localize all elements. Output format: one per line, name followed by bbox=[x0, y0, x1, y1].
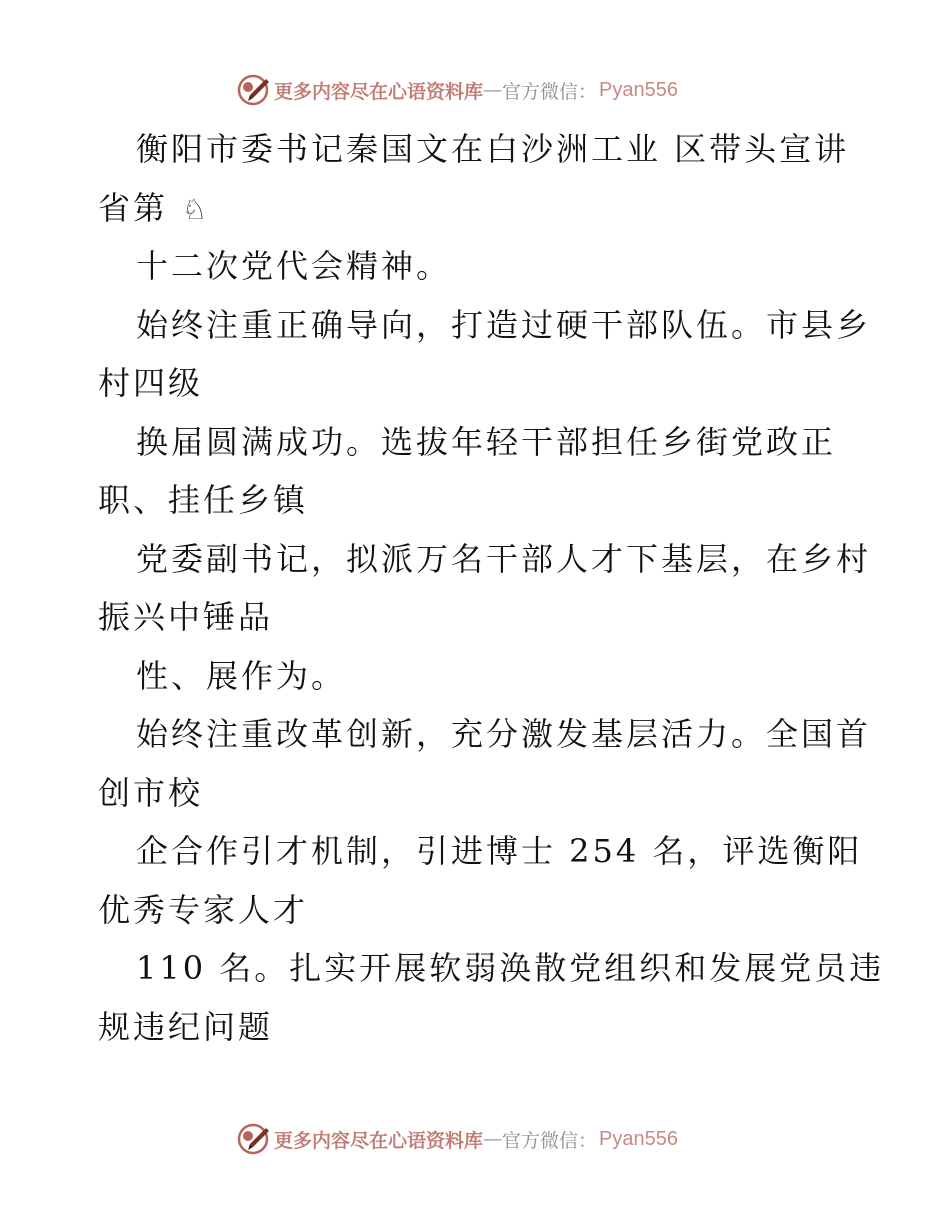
body-line: 党委副书记，拟派万名干部人才下基层，在乡村 bbox=[136, 539, 872, 578]
body-line: 始终注重改革创新，充分激发基层活力。全国首 bbox=[136, 715, 872, 753]
body-line: 规违纪问题 bbox=[98, 1007, 274, 1046]
watermark-main-text: 更多内容尽在心语资料库 bbox=[274, 1129, 484, 1152]
watermark-separator: — bbox=[483, 79, 503, 101]
body-line: 创市校 bbox=[98, 773, 204, 812]
body-line: 省第 ♘ bbox=[98, 179, 858, 238]
watermark-contact-label: 官方微信： bbox=[502, 80, 598, 103]
watermark-separator: — bbox=[483, 1128, 503, 1150]
watermark-contact-label: 官方微信： bbox=[502, 1129, 598, 1152]
body-line: 企合作引才机制，引进博士 254 名，评选衡阳 bbox=[136, 832, 863, 870]
footer-watermark bbox=[236, 1122, 756, 1156]
white-chess-knight-icon: ♘ bbox=[182, 192, 211, 226]
body-line: 性、展作为。 bbox=[136, 656, 347, 695]
body-line: 衡阳市委书记秦国文在白沙洲工业 区带头宣讲 bbox=[136, 130, 850, 168]
body-line: 振兴中锤品 bbox=[98, 598, 274, 636]
header-watermark bbox=[236, 73, 756, 107]
body-line: 村四级 bbox=[98, 364, 204, 402]
body-line: 换届圆满成功。选拔年轻干部担任乡街党政正 bbox=[136, 422, 837, 461]
pen-circle-logo-icon bbox=[236, 1122, 270, 1156]
body-line: 职、挂任乡镇 bbox=[98, 481, 309, 519]
body-line: 始终注重正确导向，打造过硬干部队伍。市县乡 bbox=[136, 305, 872, 344]
watermark-contact-id: Pyan556 bbox=[599, 78, 678, 101]
watermark-main-text: 更多内容尽在心语资料库 bbox=[274, 80, 484, 103]
body-line: 优秀专家人才 bbox=[98, 890, 309, 929]
body-line: 十二次党代会精神。 bbox=[136, 247, 452, 285]
document-body bbox=[98, 120, 885, 1056]
body-line: 110 名。扎实开展软弱涣散党组织和发展党员违 bbox=[136, 949, 885, 987]
pen-circle-logo-icon bbox=[236, 73, 270, 107]
watermark-contact-id: Pyan556 bbox=[599, 1127, 678, 1150]
